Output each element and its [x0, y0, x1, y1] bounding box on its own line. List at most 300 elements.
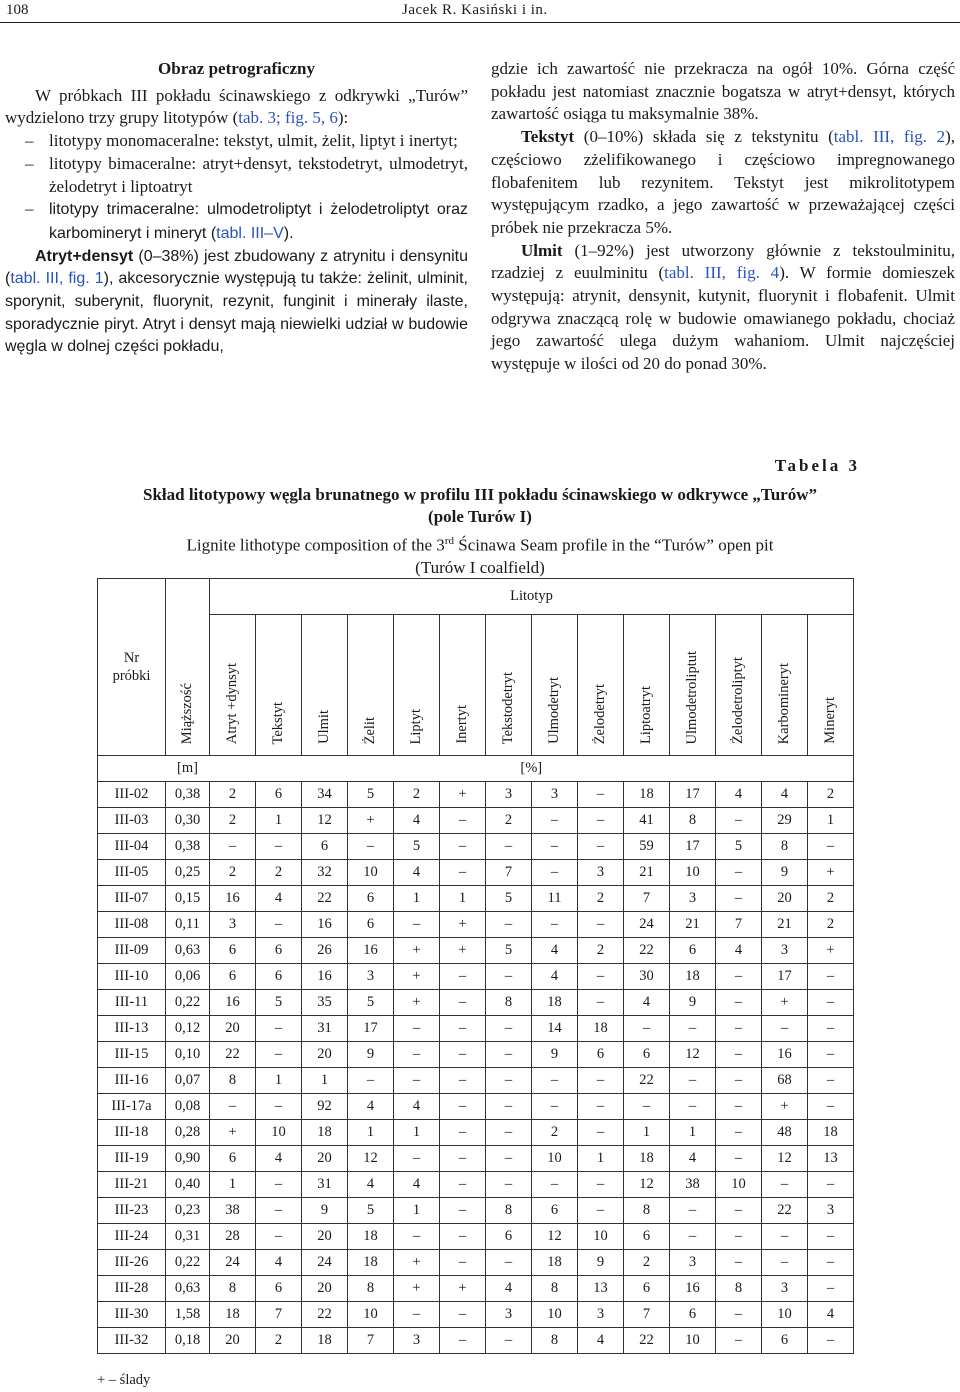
value-cell: –: [808, 1042, 854, 1068]
value-cell: 9: [532, 1042, 578, 1068]
value-cell: 3: [348, 964, 394, 990]
value-cell: 16: [670, 1276, 716, 1302]
value-cell: 9: [762, 860, 808, 886]
value-cell: –: [578, 1094, 624, 1120]
value-cell: –: [670, 1068, 716, 1094]
value-cell: –: [486, 834, 532, 860]
right-column: [491, 58, 955, 376]
value-cell: –: [670, 1198, 716, 1224]
caption-en-line1: [0, 530, 960, 557]
value-cell: 6: [210, 1146, 256, 1172]
value-cell: 4: [394, 860, 440, 886]
value-cell: 8: [762, 834, 808, 860]
tekstyt-paragraph: [491, 126, 955, 240]
value-cell: 4: [762, 782, 808, 808]
value-cell: 9: [348, 1042, 394, 1068]
value-cell: 12: [624, 1172, 670, 1198]
value-cell: –: [486, 1094, 532, 1120]
value-cell: 6: [210, 938, 256, 964]
running-author: Jacek R. Kasiński i in.: [402, 2, 548, 18]
value-cell: 6: [348, 912, 394, 938]
sample-id-cell: III-24: [98, 1224, 166, 1250]
value-cell: –: [440, 990, 486, 1016]
value-cell: 17: [762, 964, 808, 990]
value-cell: 4: [532, 964, 578, 990]
value-cell: –: [486, 1328, 532, 1354]
sample-id-cell: III-21: [98, 1172, 166, 1198]
value-cell: –: [486, 1172, 532, 1198]
value-cell: –: [716, 964, 762, 990]
value-cell: –: [578, 834, 624, 860]
value-cell: 22: [302, 1302, 348, 1328]
value-cell: 12: [532, 1224, 578, 1250]
value-cell: +: [808, 938, 854, 964]
caption-en-sup: rd: [444, 535, 454, 547]
value-cell: 2: [256, 1328, 302, 1354]
value-cell: 12: [348, 1146, 394, 1172]
nr-header-line2: próbki: [112, 668, 151, 684]
sample-id-cell: III-30: [98, 1302, 166, 1328]
value-cell: 22: [624, 1328, 670, 1354]
thickness-cell: 0,63: [166, 1276, 210, 1302]
thickness-cell: 0,12: [166, 1016, 210, 1042]
lithotype-header-text: Karbomineryt: [776, 662, 792, 744]
value-cell: 18: [302, 1120, 348, 1146]
value-cell: 31: [302, 1172, 348, 1198]
value-cell: 6: [762, 1328, 808, 1354]
value-cell: 6: [486, 1224, 532, 1250]
para-text: ). W formie domieszek występują: atrynit, densynit, kutynit, fluorynit i flobafenit. Ulmit odgrywa znaczącą rolę w budowie omawianego pokładu, chociaż jego zawartość ulega dużym wahaniom. Ulmit najczęściej występuje w ilości od 20 do ponad 30%.: [491, 263, 955, 374]
para-text: ), akcesorycznie występują tu także: żelinit, ulminit, sporynit, suberynit, fluorynit, rezynit, funginit i minerały ilaste, sporadycznie piryt. Atryt i densyt mają niewielki udział w budowie węgla w dolnej części pokładu,: [5, 270, 468, 356]
sample-id-cell: III-02: [98, 782, 166, 808]
value-cell: –: [486, 1250, 532, 1276]
value-cell: –: [440, 1146, 486, 1172]
lithotype-header-text: Tekstodetryt: [500, 671, 516, 744]
value-cell: –: [808, 834, 854, 860]
table-row: [98, 1328, 854, 1354]
header-group-row: [98, 579, 854, 615]
value-cell: –: [440, 834, 486, 860]
value-cell: 2: [532, 1120, 578, 1146]
sample-id-cell: III-10: [98, 964, 166, 990]
value-cell: 16: [210, 886, 256, 912]
value-cell: –: [808, 1328, 854, 1354]
value-cell: –: [532, 1068, 578, 1094]
value-cell: 2: [578, 886, 624, 912]
value-cell: 20: [210, 1016, 256, 1042]
table-row: [98, 1198, 854, 1224]
lithotype-header-cell: [578, 615, 624, 756]
table-row: [98, 1250, 854, 1276]
lithotype-header-cell: [440, 615, 486, 756]
value-cell: 2: [808, 912, 854, 938]
table-row: [98, 1094, 854, 1120]
value-cell: 20: [302, 1224, 348, 1250]
value-cell: 18: [578, 1016, 624, 1042]
value-cell: 4: [486, 1276, 532, 1302]
table-footnote: + – ślady: [97, 1372, 151, 1388]
caption-pl-line1: Skład litotypowy węgla brunatnego w profilu III pokładu ścinawskiego w odkrywce „Turów”: [143, 485, 817, 504]
lithotype-header-cell: [808, 615, 854, 756]
table-caption-english: [0, 530, 960, 579]
sample-id-cell: III-04: [98, 834, 166, 860]
value-cell: 6: [302, 834, 348, 860]
value-cell: 30: [624, 964, 670, 990]
lithotype-header-text: Liptoatryt: [638, 686, 654, 744]
value-cell: –: [210, 1094, 256, 1120]
value-cell: 4: [578, 1328, 624, 1354]
lithotype-header-cell: [394, 615, 440, 756]
bullet-monomaceral: [5, 130, 468, 153]
value-cell: –: [440, 808, 486, 834]
value-cell: 34: [302, 782, 348, 808]
value-cell: 8: [210, 1068, 256, 1094]
lithotype-header-cell: [532, 615, 578, 756]
value-cell: 6: [532, 1198, 578, 1224]
value-cell: –: [578, 808, 624, 834]
value-cell: 20: [210, 1328, 256, 1354]
table-row: [98, 1224, 854, 1250]
thickness-cell: 0,40: [166, 1172, 210, 1198]
value-cell: –: [716, 1224, 762, 1250]
value-cell: 22: [624, 938, 670, 964]
value-cell: –: [578, 1198, 624, 1224]
value-cell: 10: [348, 860, 394, 886]
intro-ref-link[interactable]: tab. 3; fig. 5, 6: [238, 108, 338, 128]
value-cell: –: [716, 860, 762, 886]
value-cell: 3: [394, 1328, 440, 1354]
value-cell: 20: [302, 1042, 348, 1068]
value-cell: 9: [302, 1198, 348, 1224]
value-cell: 21: [670, 912, 716, 938]
sample-id-cell: III-05: [98, 860, 166, 886]
para-text: ), częściowo zżelifikowanego i częściowo impregnowanego flobafenitem lub rezynitem. Tekstyt jest mikrolitotypem występującym rzadko, a jego zawartość w przeważającej części próbek nie przekracza 5%.: [491, 127, 956, 237]
bullet-dash: –: [25, 153, 34, 173]
value-cell: –: [394, 1042, 440, 1068]
value-cell: 4: [348, 1094, 394, 1120]
value-cell: –: [486, 912, 532, 938]
value-cell: +: [394, 1250, 440, 1276]
para-text: (0–10%) składa się z tekstynitu (: [574, 127, 834, 147]
value-cell: 6: [670, 1302, 716, 1328]
bullet-text: litotypy trimaceralne: ulmodetroliptyt i żelodetroliptyt oraz karbomineryt i mineryt (: [49, 201, 468, 242]
value-cell: 1: [440, 886, 486, 912]
value-cell: –: [808, 964, 854, 990]
thickness-cell: 0,15: [166, 886, 210, 912]
value-cell: –: [440, 1224, 486, 1250]
value-cell: –: [716, 1016, 762, 1042]
ulmit-ref-link[interactable]: tabl. III, fig. 4: [664, 263, 780, 283]
value-cell: 4: [670, 1146, 716, 1172]
value-cell: +: [440, 912, 486, 938]
value-cell: 16: [762, 1042, 808, 1068]
value-cell: 59: [624, 834, 670, 860]
value-cell: 8: [210, 1276, 256, 1302]
bullet-text: litotypy bimaceralne: atryt+densyt, tekstodetryt, ulmodetryt, żelodetryt i liptoatryt: [49, 153, 468, 196]
lithotype-group-header: Litotyp: [210, 579, 854, 615]
value-cell: 3: [808, 1198, 854, 1224]
page-header: [0, 0, 960, 22]
value-cell: –: [624, 1016, 670, 1042]
value-cell: 18: [670, 964, 716, 990]
value-cell: 2: [486, 808, 532, 834]
table-row: [98, 1146, 854, 1172]
thickness-cell: 0,18: [166, 1328, 210, 1354]
value-cell: 6: [578, 1042, 624, 1068]
lithotype-header-text: Ulmit: [316, 710, 332, 744]
thickness-cell: 0,28: [166, 1120, 210, 1146]
atryt-paragraph: [5, 246, 468, 360]
value-cell: 10: [532, 1146, 578, 1172]
tekstyt-ref-link[interactable]: tabl. III, fig. 2: [833, 127, 946, 147]
lithotype-header-cell: [210, 615, 256, 756]
table-caption-polish: [0, 484, 960, 528]
value-cell: 3: [532, 782, 578, 808]
bullet-bimaceral: [5, 153, 468, 198]
value-cell: 9: [670, 990, 716, 1016]
sample-id-cell: III-16: [98, 1068, 166, 1094]
value-cell: 21: [624, 860, 670, 886]
value-cell: –: [440, 1094, 486, 1120]
bullet-text-end: ).: [283, 224, 294, 242]
value-cell: 1: [394, 886, 440, 912]
value-cell: 5: [256, 990, 302, 1016]
value-cell: –: [808, 1276, 854, 1302]
value-cell: 68: [762, 1068, 808, 1094]
value-cell: 4: [394, 1094, 440, 1120]
table-row: [98, 1276, 854, 1302]
value-cell: –: [716, 1198, 762, 1224]
intro-text: W próbkach III pokładu ścinawskiego z odkrywki „Turów” wydzielono trzy grupy litotypów (: [5, 85, 468, 128]
value-cell: 3: [670, 886, 716, 912]
lithotype-header-cell: [486, 615, 532, 756]
thickness-cell: 0,07: [166, 1068, 210, 1094]
unit-empty-cell: [98, 756, 166, 782]
value-cell: 1: [394, 1198, 440, 1224]
value-cell: –: [256, 1016, 302, 1042]
value-cell: 4: [348, 1172, 394, 1198]
value-cell: 4: [394, 808, 440, 834]
value-cell: 7: [486, 860, 532, 886]
value-cell: –: [532, 808, 578, 834]
thickness-cell: 0,11: [166, 912, 210, 938]
thickness-header: [166, 579, 210, 756]
value-cell: 8: [716, 1276, 762, 1302]
value-cell: 10: [670, 1328, 716, 1354]
value-cell: 4: [624, 990, 670, 1016]
value-cell: 13: [808, 1146, 854, 1172]
value-cell: –: [808, 1224, 854, 1250]
value-cell: 32: [302, 860, 348, 886]
value-cell: 10: [670, 860, 716, 886]
value-cell: 26: [302, 938, 348, 964]
value-cell: 10: [256, 1120, 302, 1146]
value-cell: 2: [210, 860, 256, 886]
value-cell: –: [440, 1172, 486, 1198]
value-cell: –: [762, 1224, 808, 1250]
thickness-cell: 0,23: [166, 1198, 210, 1224]
value-cell: –: [808, 990, 854, 1016]
thickness-cell: 0,30: [166, 808, 210, 834]
value-cell: –: [532, 834, 578, 860]
value-cell: 5: [348, 1198, 394, 1224]
page-number: 108: [6, 2, 29, 18]
lithotype-header-cell: [348, 615, 394, 756]
value-cell: 1: [670, 1120, 716, 1146]
value-cell: 22: [624, 1068, 670, 1094]
value-cell: –: [486, 1042, 532, 1068]
value-cell: –: [210, 834, 256, 860]
value-cell: +: [348, 808, 394, 834]
value-cell: –: [762, 1250, 808, 1276]
value-cell: 24: [302, 1250, 348, 1276]
value-cell: 28: [210, 1224, 256, 1250]
thickness-cell: 0,63: [166, 938, 210, 964]
value-cell: 16: [348, 938, 394, 964]
value-cell: –: [394, 912, 440, 938]
value-cell: 8: [532, 1276, 578, 1302]
value-cell: 5: [716, 834, 762, 860]
value-cell: 6: [256, 964, 302, 990]
lithotype-header-text: Żelit: [362, 716, 378, 744]
table-row: [98, 1120, 854, 1146]
value-cell: –: [578, 1172, 624, 1198]
value-cell: 2: [256, 860, 302, 886]
value-cell: 10: [348, 1302, 394, 1328]
value-cell: 18: [532, 1250, 578, 1276]
value-cell: 10: [532, 1302, 578, 1328]
table-row: [98, 1302, 854, 1328]
value-cell: 1: [256, 1068, 302, 1094]
sample-id-cell: III-28: [98, 1276, 166, 1302]
value-cell: –: [578, 964, 624, 990]
value-cell: 8: [532, 1328, 578, 1354]
value-cell: 6: [210, 964, 256, 990]
value-cell: 6: [624, 1276, 670, 1302]
lithotype-header-cell: [624, 615, 670, 756]
sample-id-cell: III-17a: [98, 1094, 166, 1120]
value-cell: 1: [624, 1120, 670, 1146]
thickness-cell: 0,22: [166, 990, 210, 1016]
sample-id-cell: III-09: [98, 938, 166, 964]
value-cell: 8: [670, 808, 716, 834]
table-row: [98, 938, 854, 964]
value-cell: –: [762, 1172, 808, 1198]
unit-m: [m]: [166, 756, 210, 782]
value-cell: 29: [762, 808, 808, 834]
thickness-cell: 0,31: [166, 1224, 210, 1250]
atryt-ref-link[interactable]: tabl. III, fig. 1: [10, 270, 104, 288]
value-cell: –: [762, 1016, 808, 1042]
value-cell: –: [440, 860, 486, 886]
value-cell: 5: [486, 886, 532, 912]
value-cell: 8: [486, 1198, 532, 1224]
thickness-cell: 0,06: [166, 964, 210, 990]
value-cell: 20: [302, 1146, 348, 1172]
value-cell: –: [394, 1068, 440, 1094]
value-cell: 21: [762, 912, 808, 938]
thickness-cell: 0,10: [166, 1042, 210, 1068]
value-cell: –: [808, 1172, 854, 1198]
value-cell: –: [440, 1250, 486, 1276]
value-cell: 48: [762, 1120, 808, 1146]
value-cell: 17: [670, 782, 716, 808]
sample-id-cell: III-18: [98, 1120, 166, 1146]
value-cell: –: [716, 1042, 762, 1068]
value-cell: 16: [210, 990, 256, 1016]
lithotype-header-row: [98, 615, 854, 756]
value-cell: +: [394, 964, 440, 990]
value-cell: –: [578, 1068, 624, 1094]
value-cell: +: [808, 860, 854, 886]
value-cell: 18: [532, 990, 578, 1016]
sample-id-cell: III-23: [98, 1198, 166, 1224]
value-cell: –: [716, 1146, 762, 1172]
caption-en-text: Lignite lithotype composition of the 3: [186, 535, 445, 555]
value-cell: 10: [716, 1172, 762, 1198]
lithotype-header-text: Mineryt: [822, 697, 838, 744]
value-cell: 12: [302, 808, 348, 834]
value-cell: 1: [302, 1068, 348, 1094]
value-cell: 6: [670, 938, 716, 964]
caption-en-line2: (Turów I coalfield): [415, 557, 545, 577]
header-rule: [0, 22, 960, 23]
value-cell: 18: [624, 782, 670, 808]
value-cell: –: [256, 1198, 302, 1224]
table-row: [98, 1042, 854, 1068]
bullet3-ref-link[interactable]: tabl. III–V: [216, 224, 284, 242]
lithotype-header-text: Ulmodetroliptut: [684, 650, 700, 744]
value-cell: –: [394, 1224, 440, 1250]
value-cell: –: [440, 1328, 486, 1354]
value-cell: –: [256, 1042, 302, 1068]
value-cell: 35: [302, 990, 348, 1016]
lithotype-header-text: Tekstyt: [270, 701, 286, 744]
value-cell: –: [578, 1120, 624, 1146]
value-cell: 16: [302, 912, 348, 938]
value-cell: 14: [532, 1016, 578, 1042]
value-cell: –: [532, 860, 578, 886]
value-cell: –: [578, 782, 624, 808]
value-cell: –: [624, 1094, 670, 1120]
value-cell: +: [394, 938, 440, 964]
lithotype-header-text: Żelodetroliptyt: [730, 657, 746, 744]
thickness-cell: 0,08: [166, 1094, 210, 1120]
value-cell: 24: [624, 912, 670, 938]
value-cell: –: [716, 808, 762, 834]
value-cell: 4: [256, 886, 302, 912]
value-cell: 12: [670, 1042, 716, 1068]
value-cell: –: [486, 1146, 532, 1172]
value-cell: –: [716, 1094, 762, 1120]
table-row: [98, 1016, 854, 1042]
value-cell: 18: [302, 1328, 348, 1354]
value-cell: 6: [348, 886, 394, 912]
lithotype-header-cell: [256, 615, 302, 756]
value-cell: 17: [670, 834, 716, 860]
value-cell: –: [808, 1250, 854, 1276]
value-cell: 8: [624, 1198, 670, 1224]
lithotype-header-cell: [716, 615, 762, 756]
lithotype-header-cell: [302, 615, 348, 756]
value-cell: 24: [210, 1250, 256, 1276]
thickness-cell: 0,22: [166, 1250, 210, 1276]
value-cell: 3: [578, 1302, 624, 1328]
table-row: [98, 1172, 854, 1198]
value-cell: 18: [348, 1224, 394, 1250]
lithotype-header-text: Atryt +dynsyt: [224, 662, 240, 744]
value-cell: 18: [624, 1146, 670, 1172]
